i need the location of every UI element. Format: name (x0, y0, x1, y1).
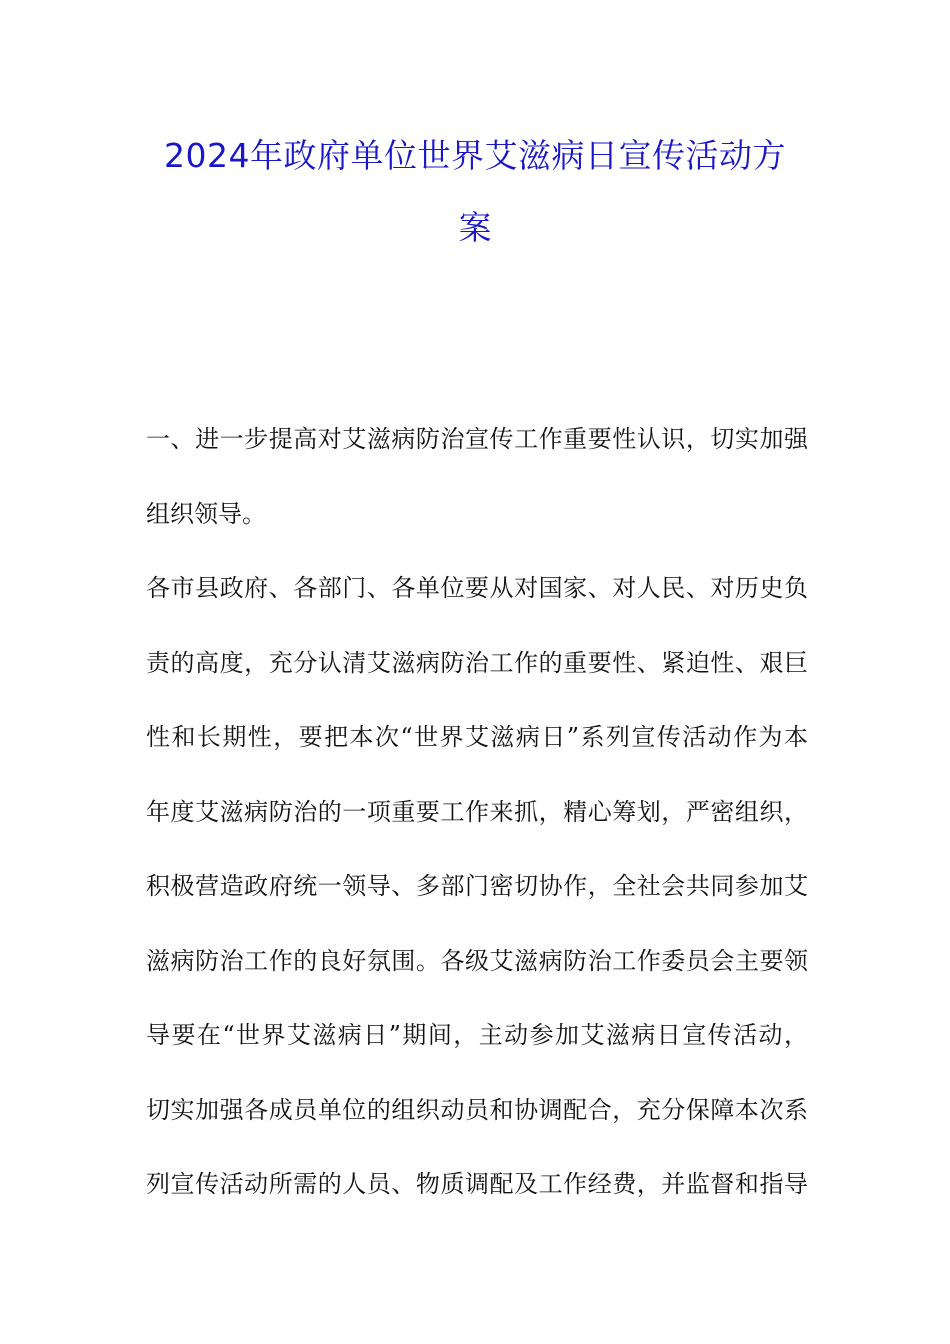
paragraph-line: 各市县政府、各部门、各单位要从对国家、对人民、对历史负 (146, 574, 808, 602)
document-title-line-1: 2024年政府单位世界艾滋病日宣传活动方 (164, 136, 786, 175)
paragraph-line: 性和长期性，要把本次“世界艾滋病日”系列宣传活动作为本 (146, 723, 808, 751)
paragraph-line: 年度艾滋病防治的一项重要工作来抓，精心筹划，严密组织， (146, 797, 808, 826)
paragraph-line: 积极营造政府统一领导、多部门密切协作，全社会共同参加艾 (146, 872, 808, 900)
document-body (146, 413, 808, 1233)
section-heading-line-2: 组织领导。 (146, 499, 266, 528)
paragraph-line: 滋病防治工作的良好氛围。各级艾滋病防治工作委员会主要领 (146, 946, 808, 975)
section-heading-line-1: 一、进一步提高对艾滋病防治宣传工作重要性认识，切实加强 (146, 425, 808, 453)
paragraph-line: 切实加强各成员单位的组织动员和协调配合，充分保障本次系 (146, 1095, 808, 1124)
paragraph-line: 列宣传活动所需的人员、物质调配及工作经费，并监督和指导 (146, 1170, 808, 1198)
paragraph-line: 责的高度，充分认清艾滋病防治工作的重要性、紧迫性、艰巨 (146, 648, 808, 677)
document-title-line-2: 案 (458, 208, 492, 247)
paragraph-line: 导要在“世界艾滋病日”期间，主动参加艾滋病日宣传活动， (146, 1021, 808, 1049)
